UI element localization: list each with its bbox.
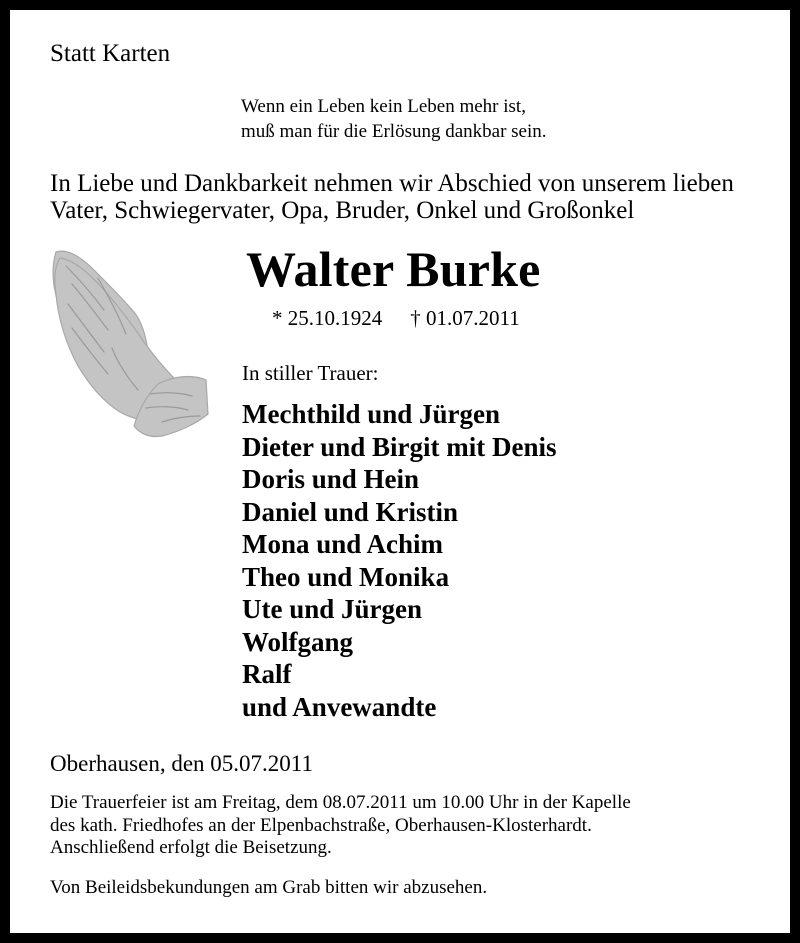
funeral-line: Die Trauerfeier ist am Freitag, dem 08.07.2011 um 10.00 Uhr in der Kapelle <box>50 792 631 813</box>
funeral-line: Anschließend erfolgt die Beisetzung. <box>50 837 332 858</box>
mourner: und Anvewandte <box>242 691 437 722</box>
header-statt-karten: Statt Karten <box>50 40 171 67</box>
intro-text <box>50 170 734 224</box>
funeral-line: des kath. Friedhofes an der Elpenbachstraße, Oberhausen-Klosterhardt. <box>50 814 592 836</box>
mourners-list <box>242 398 556 723</box>
mourner: Ralf <box>242 659 292 689</box>
intro-line: In Liebe und Dankbarkeit nehmen wir Abschied von unserem lieben <box>50 170 734 197</box>
mourner: Ute und Jürgen <box>242 594 423 624</box>
mourner: Daniel und Kristin <box>242 496 459 527</box>
funeral-notice <box>50 792 770 860</box>
birth-date: * 25.10.1924 <box>272 306 383 330</box>
mourner: Doris und Hein <box>242 464 420 494</box>
mourning-label: In stiller Trauer: <box>242 361 379 385</box>
mourner: Mechthild und Jürgen <box>242 399 501 429</box>
mourner: Wolfgang <box>242 626 354 657</box>
intro-line: Vater, Schwiegervater, Opa, Bruder, Onkel und Großonkel <box>50 197 635 224</box>
mourner: Mona und Achim <box>242 529 444 559</box>
mourner: Dieter und Birgit mit Denis <box>242 431 557 462</box>
verse <box>241 94 547 144</box>
deceased-name: Walter Burke <box>246 241 541 297</box>
praying-hands-icon <box>38 244 210 440</box>
verse-line: Wenn ein Leben kein Leben mehr ist, <box>241 96 526 117</box>
place-and-date: Oberhausen, den 05.07.2011 <box>50 751 313 776</box>
condolence-note: Von Beileidsbekundungen am Grab bitten wir abzusehen. <box>50 877 488 898</box>
mourner: Theo und Monika <box>242 561 450 592</box>
life-dates <box>272 306 520 331</box>
death-date: † 01.07.2011 <box>410 306 520 330</box>
verse-line: muß man für die Erlösung dankbar sein. <box>241 121 547 142</box>
